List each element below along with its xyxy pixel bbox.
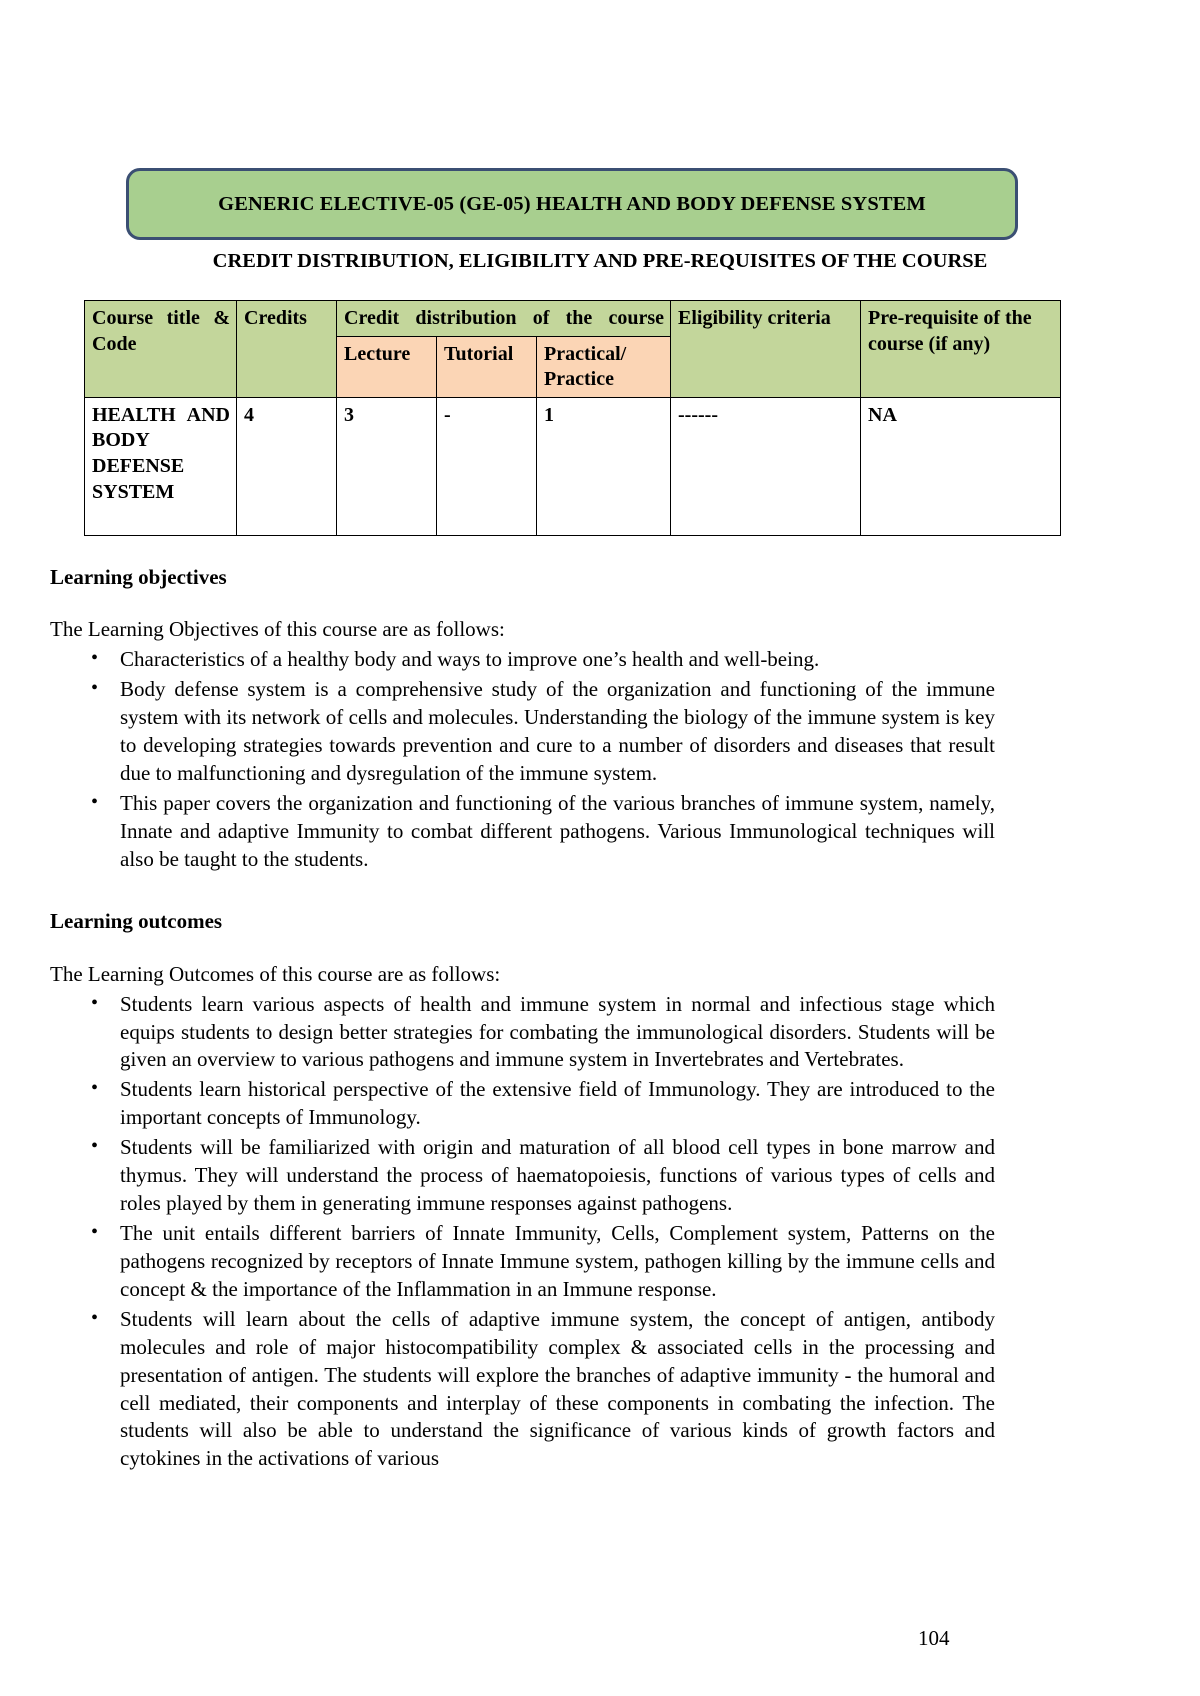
banner-box (126, 168, 1018, 240)
list-item: • The unit entails different barriers of Innate Immunity, Cells, Complement system, Patterns on the pathogens recognized by receptors of Innate Immune system, pathogen killing by the immune cells and concept & the importance of the Inflammation in an Immune response. (120, 1220, 995, 1304)
header-eligibility-criteria: Eligibility criteria (671, 301, 861, 398)
list-item: • Students will learn about the cells of adaptive immune system, the concept of antigen, antibody molecules and role of major histocompatibility complex & associated cells in the processing and presentation of antigen. The students will explore the branches of adaptive immunity - the humoral and cell mediated, their components and interplay of these components in combating the infection. The students will also be able to understand the significance of various kinds of growth factors and cytokines in the activations of various (120, 1306, 995, 1474)
table-header-row-1 (85, 301, 1061, 337)
header-credit-distribution-text: Credit distribution of the course (344, 307, 665, 329)
credit-distribution-table-wrap (84, 300, 1060, 536)
page-number: 104 (918, 1626, 950, 1650)
cell-prerequisite: NA (861, 397, 1061, 535)
document-body (50, 565, 995, 1475)
cell-practical: 1 (537, 397, 671, 535)
learning-outcomes-heading: Learning outcomes (50, 909, 223, 934)
course-title-banner (126, 168, 1018, 240)
table-row (85, 397, 1061, 535)
learning-outcomes-lead: The Learning Outcomes of this course are as follows: (50, 961, 501, 986)
credit-distribution-table (84, 300, 1061, 536)
banner-title-text: GENERIC ELECTIVE-05 (GE-05) HEALTH AND BODY DEFENSE SYSTEM (218, 192, 926, 215)
cell-course-title (85, 397, 237, 535)
section-spacer (50, 875, 995, 909)
header-credits: Credits (237, 301, 337, 398)
list-item: • This paper covers the organization and functioning of the various branches of immune system, namely, Innate and adaptive Immunity to combat different pathogens. Various Immunological techniques will also be taught to the students. (120, 790, 995, 874)
credit-distribution-subheading: CREDIT DISTRIBUTION, ELIGIBILITY AND PRE-REQUISITES OF THE COURSE (212, 250, 988, 272)
cell-eligibility: ------ (671, 397, 861, 535)
cell-credits: 4 (237, 397, 337, 535)
header-prerequisite: Pre-requisite of the course (if any) (861, 301, 1061, 398)
header-credit-distribution (337, 301, 671, 337)
cell-lecture: 3 (337, 397, 437, 535)
header-course-title-text: Course title & Code (92, 307, 230, 355)
cell-course-title-text: HEALTH AND BODY DEFENSE SYSTEM (92, 403, 230, 503)
header-lecture: Lecture (337, 336, 437, 397)
learning-outcomes-list (50, 991, 995, 1474)
cell-tutorial: - (437, 397, 537, 535)
header-practical: Practical/ Practice (537, 336, 671, 397)
learning-objectives-lead: The Learning Objectives of this course are as follows: (50, 617, 505, 642)
learning-objectives-list (50, 646, 995, 873)
list-item: • Students learn various aspects of health and immune system in normal and infectious stage which equips students to design better strategies for combating the immunological disorders. Students will be given an overview to various pathogens and immune system in Invertebrates and Vertebrates. (120, 991, 995, 1075)
list-item: • Characteristics of a healthy body and ways to improve one’s health and well-being. (120, 646, 995, 674)
list-item: • Students will be familiarized with origin and maturation of all blood cell types in bone marrow and thymus. They will understand the process of haematopoiesis, functions of various types of cells and roles played by them in generating immune responses against pathogens. (120, 1134, 995, 1218)
list-item: • Body defense system is a comprehensive study of the organization and functioning of the immune system with its network of cells and molecules. Understanding the biology of the immune system is key to developing strategies towards prevention and cure to a number of disorders and diseases that result due to malfunctioning and dysregulation of the immune system. (120, 676, 995, 788)
learning-objectives-heading: Learning objectives (50, 565, 227, 589)
list-item: • Students learn historical perspective of the extensive field of Immunology. They are introduced to the important concepts of Immunology. (120, 1076, 995, 1132)
header-tutorial: Tutorial (437, 336, 537, 397)
header-course-title (85, 301, 237, 398)
